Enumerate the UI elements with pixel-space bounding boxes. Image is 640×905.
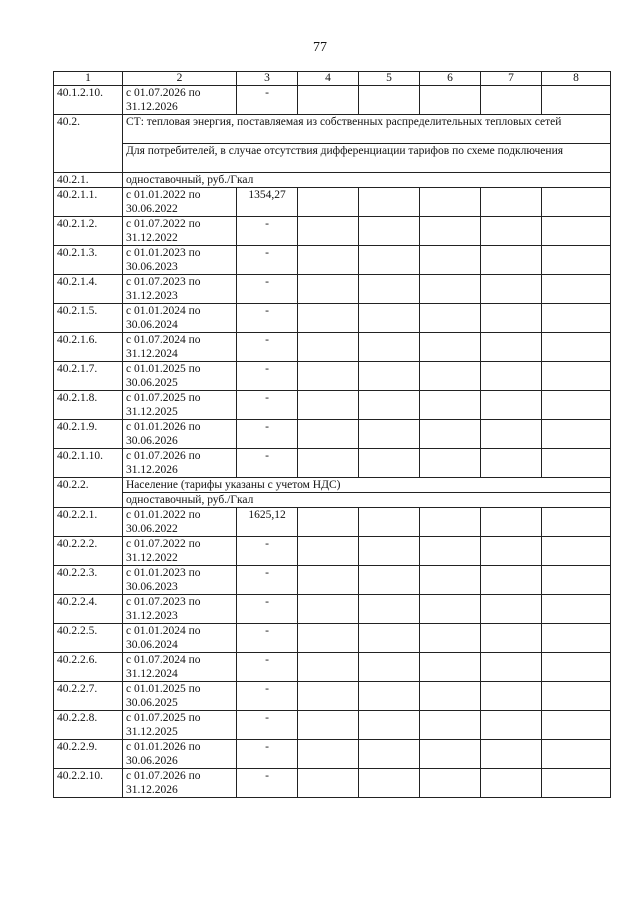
empty-cell	[359, 624, 420, 653]
row-value: -	[237, 420, 298, 449]
subsection-code: 40.2.1.	[54, 173, 123, 188]
row-code: 40.2.2.3.	[54, 566, 123, 595]
row-period: с 01.07.2026 по 31.12.2026	[123, 86, 237, 115]
section-row	[54, 144, 611, 173]
row-value: -	[237, 566, 298, 595]
row-period: с 01.07.2023 по 31.12.2023	[123, 275, 237, 304]
row-code: 40.2.2.6.	[54, 653, 123, 682]
empty-cell	[481, 391, 542, 420]
empty-cell	[359, 420, 420, 449]
header-row	[54, 72, 611, 86]
column-header: 8	[542, 72, 611, 86]
table-row	[54, 769, 611, 798]
row-value: 1625,12	[237, 508, 298, 537]
row-value: -	[237, 391, 298, 420]
table-row	[54, 624, 611, 653]
empty-cell	[542, 217, 611, 246]
subsection-code: 40.2.2.	[54, 478, 123, 508]
empty-cell	[481, 333, 542, 362]
table-row	[54, 86, 611, 115]
empty-cell	[481, 275, 542, 304]
empty-cell	[481, 624, 542, 653]
table-row	[54, 333, 611, 362]
empty-cell	[420, 595, 481, 624]
empty-cell	[298, 304, 359, 333]
table-row	[54, 508, 611, 537]
empty-cell	[298, 566, 359, 595]
empty-cell	[298, 769, 359, 798]
empty-cell	[420, 304, 481, 333]
empty-cell	[420, 769, 481, 798]
empty-cell	[298, 217, 359, 246]
row-period: с 01.01.2025 по 30.06.2025	[123, 682, 237, 711]
empty-cell	[298, 508, 359, 537]
row-code: 40.2.1.4.	[54, 275, 123, 304]
page-number: 77	[313, 40, 327, 55]
empty-cell	[298, 711, 359, 740]
empty-cell	[420, 566, 481, 595]
empty-cell	[542, 508, 611, 537]
empty-cell	[481, 86, 542, 115]
empty-cell	[298, 624, 359, 653]
row-value: -	[237, 769, 298, 798]
empty-cell	[481, 711, 542, 740]
empty-cell	[542, 420, 611, 449]
empty-cell	[481, 362, 542, 391]
empty-cell	[359, 188, 420, 217]
column-header: 6	[420, 72, 481, 86]
row-value: -	[237, 740, 298, 769]
row-code: 40.2.1.3.	[54, 246, 123, 275]
row-period: с 01.01.2022 по 30.06.2022	[123, 188, 237, 217]
empty-cell	[420, 711, 481, 740]
row-code: 40.2.1.10.	[54, 449, 123, 478]
table-row	[54, 188, 611, 217]
table-row	[54, 653, 611, 682]
column-header: 7	[481, 72, 542, 86]
row-value: 1354,27	[237, 188, 298, 217]
empty-cell	[542, 537, 611, 566]
row-value: -	[237, 682, 298, 711]
empty-cell	[420, 275, 481, 304]
empty-cell	[420, 420, 481, 449]
row-code: 40.1.2.10.	[54, 86, 123, 115]
row-period: с 01.01.2022 по 30.06.2022	[123, 508, 237, 537]
row-code: 40.2.1.2.	[54, 217, 123, 246]
row-period: с 01.01.2025 по 30.06.2025	[123, 362, 237, 391]
row-period: с 01.07.2026 по 31.12.2026	[123, 449, 237, 478]
empty-cell	[298, 595, 359, 624]
empty-cell	[542, 188, 611, 217]
row-value: -	[237, 537, 298, 566]
empty-cell	[359, 333, 420, 362]
row-value: -	[237, 362, 298, 391]
empty-cell	[298, 333, 359, 362]
row-code: 40.2.2.5.	[54, 624, 123, 653]
empty-cell	[420, 653, 481, 682]
empty-cell	[481, 769, 542, 798]
empty-cell	[542, 740, 611, 769]
column-header: 5	[359, 72, 420, 86]
empty-cell	[420, 537, 481, 566]
empty-cell	[481, 188, 542, 217]
empty-cell	[298, 420, 359, 449]
row-code: 40.2.2.9.	[54, 740, 123, 769]
empty-cell	[481, 653, 542, 682]
table-row	[54, 304, 611, 333]
subsection-row	[54, 478, 611, 493]
empty-cell	[481, 566, 542, 595]
empty-cell	[359, 391, 420, 420]
row-code: 40.2.1.5.	[54, 304, 123, 333]
table-row	[54, 420, 611, 449]
row-period: с 01.07.2022 по 31.12.2022	[123, 217, 237, 246]
empty-cell	[481, 508, 542, 537]
row-period: с 01.01.2026 по 30.06.2026	[123, 740, 237, 769]
column-header: 3	[237, 72, 298, 86]
empty-cell	[542, 246, 611, 275]
empty-cell	[359, 653, 420, 682]
empty-cell	[359, 449, 420, 478]
empty-cell	[298, 449, 359, 478]
row-value: -	[237, 217, 298, 246]
section-code: 40.2.	[54, 115, 123, 173]
empty-cell	[359, 566, 420, 595]
row-period: с 01.01.2026 по 30.06.2026	[123, 420, 237, 449]
empty-cell	[481, 304, 542, 333]
empty-cell	[420, 246, 481, 275]
empty-cell	[359, 246, 420, 275]
table-row	[54, 391, 611, 420]
empty-cell	[359, 86, 420, 115]
row-value: -	[237, 246, 298, 275]
row-code: 40.2.2.7.	[54, 682, 123, 711]
empty-cell	[298, 682, 359, 711]
subsection-row	[54, 493, 611, 508]
table-row	[54, 711, 611, 740]
empty-cell	[420, 188, 481, 217]
empty-cell	[481, 420, 542, 449]
section-row	[54, 115, 611, 144]
empty-cell	[481, 682, 542, 711]
empty-cell	[542, 275, 611, 304]
empty-cell	[542, 624, 611, 653]
empty-cell	[420, 362, 481, 391]
empty-cell	[298, 740, 359, 769]
empty-cell	[359, 711, 420, 740]
subsection-unit: одноставочный, руб./Гкал	[123, 493, 611, 508]
empty-cell	[420, 508, 481, 537]
empty-cell	[359, 595, 420, 624]
empty-cell	[420, 86, 481, 115]
row-period: с 01.07.2025 по 31.12.2025	[123, 391, 237, 420]
subsection-unit: одноставочный, руб./Гкал	[123, 173, 611, 188]
column-header: 1	[54, 72, 123, 86]
table-row	[54, 595, 611, 624]
row-period: с 01.01.2023 по 30.06.2023	[123, 566, 237, 595]
empty-cell	[542, 653, 611, 682]
row-value: -	[237, 653, 298, 682]
table-body	[54, 72, 611, 798]
row-period: с 01.01.2024 по 30.06.2024	[123, 304, 237, 333]
empty-cell	[359, 769, 420, 798]
empty-cell	[420, 391, 481, 420]
empty-cell	[542, 595, 611, 624]
empty-cell	[359, 508, 420, 537]
empty-cell	[481, 217, 542, 246]
empty-cell	[298, 275, 359, 304]
row-code: 40.2.1.6.	[54, 333, 123, 362]
table-row	[54, 537, 611, 566]
empty-cell	[298, 537, 359, 566]
empty-cell	[542, 769, 611, 798]
empty-cell	[359, 275, 420, 304]
row-period: с 01.07.2026 по 31.12.2026	[123, 769, 237, 798]
row-code: 40.2.1.9.	[54, 420, 123, 449]
row-value: -	[237, 449, 298, 478]
empty-cell	[420, 217, 481, 246]
row-code: 40.2.2.10.	[54, 769, 123, 798]
empty-cell	[542, 86, 611, 115]
row-period: с 01.07.2022 по 31.12.2022	[123, 537, 237, 566]
section-subtitle: Для потребителей, в случае отсутствия дифференциации тарифов по схеме подключения	[123, 144, 611, 173]
row-value: -	[237, 333, 298, 362]
empty-cell	[359, 682, 420, 711]
table-row	[54, 566, 611, 595]
row-code: 40.2.1.8.	[54, 391, 123, 420]
empty-cell	[420, 682, 481, 711]
empty-cell	[481, 246, 542, 275]
table-row	[54, 362, 611, 391]
table-row	[54, 449, 611, 478]
empty-cell	[298, 188, 359, 217]
table-row	[54, 217, 611, 246]
empty-cell	[542, 682, 611, 711]
empty-cell	[359, 537, 420, 566]
table-row	[54, 246, 611, 275]
empty-cell	[481, 537, 542, 566]
table-row	[54, 682, 611, 711]
section-title: СТ: тепловая энергия, поставляемая из собственных распределительных тепловых сетей	[123, 115, 611, 144]
empty-cell	[542, 333, 611, 362]
row-period: с 01.07.2025 по 31.12.2025	[123, 711, 237, 740]
subsection-row	[54, 173, 611, 188]
row-code: 40.2.2.4.	[54, 595, 123, 624]
empty-cell	[298, 391, 359, 420]
empty-cell	[420, 333, 481, 362]
row-value: -	[237, 86, 298, 115]
row-code: 40.2.1.1.	[54, 188, 123, 217]
row-value: -	[237, 275, 298, 304]
table-row	[54, 275, 611, 304]
row-code: 40.2.2.8.	[54, 711, 123, 740]
row-value: -	[237, 624, 298, 653]
row-period: с 01.07.2024 по 31.12.2024	[123, 653, 237, 682]
empty-cell	[481, 740, 542, 769]
empty-cell	[420, 624, 481, 653]
empty-cell	[542, 362, 611, 391]
empty-cell	[542, 711, 611, 740]
row-period: с 01.07.2024 по 31.12.2024	[123, 333, 237, 362]
row-code: 40.2.2.1.	[54, 508, 123, 537]
row-value: -	[237, 711, 298, 740]
empty-cell	[359, 304, 420, 333]
empty-cell	[542, 304, 611, 333]
empty-cell	[359, 740, 420, 769]
column-header: 2	[123, 72, 237, 86]
empty-cell	[298, 362, 359, 391]
empty-cell	[542, 391, 611, 420]
subsection-title: Население (тарифы указаны с учетом НДС)	[123, 478, 611, 493]
empty-cell	[420, 740, 481, 769]
row-code: 40.2.1.7.	[54, 362, 123, 391]
empty-cell	[298, 653, 359, 682]
table-row	[54, 740, 611, 769]
empty-cell	[420, 449, 481, 478]
row-period: с 01.01.2023 по 30.06.2023	[123, 246, 237, 275]
empty-cell	[298, 246, 359, 275]
column-header: 4	[298, 72, 359, 86]
tariff-table	[53, 71, 611, 798]
empty-cell	[542, 566, 611, 595]
empty-cell	[481, 449, 542, 478]
row-period: с 01.01.2024 по 30.06.2024	[123, 624, 237, 653]
empty-cell	[481, 595, 542, 624]
row-period: с 01.07.2023 по 31.12.2023	[123, 595, 237, 624]
empty-cell	[542, 449, 611, 478]
empty-cell	[359, 217, 420, 246]
empty-cell	[359, 362, 420, 391]
row-value: -	[237, 304, 298, 333]
row-code: 40.2.2.2.	[54, 537, 123, 566]
row-value: -	[237, 595, 298, 624]
empty-cell	[298, 86, 359, 115]
